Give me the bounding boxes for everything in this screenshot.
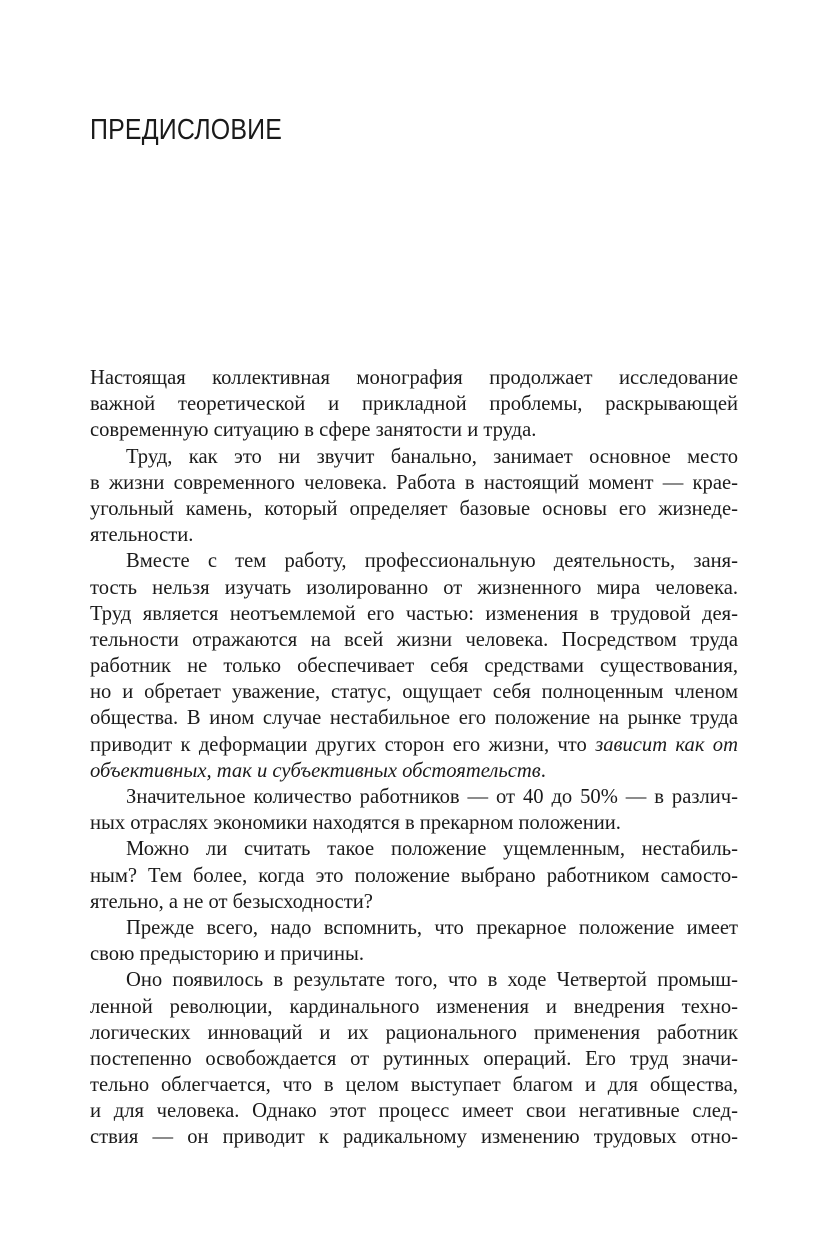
text-line: Значительное количество работников — от 40 до 50% — в различ-: [126, 786, 738, 808]
paragraph-6: [90, 915, 738, 967]
text-line: важной теоретической и прикладной проблемы, раскрывающей: [90, 393, 738, 416]
text-line: работник не только обеспечивает себя средствами существования,: [90, 655, 738, 678]
italic-text-segment: объективных, так и субъективных обстоятельств: [90, 759, 541, 782]
paragraph-1: [90, 365, 738, 444]
page-title: ПРЕДИСЛОВИЕ: [90, 114, 283, 146]
text-line: ным? Тем более, когда это положение выбрано работником самосто-: [90, 864, 738, 887]
text-line: Прежде всего, надо вспомнить, что прекарное положение имеет: [126, 916, 738, 939]
text-line: ленной революции, кардинального изменения и внедрения техно-: [90, 995, 738, 1018]
paragraph-7: [90, 967, 738, 1150]
paragraph-3: [90, 548, 738, 784]
text-line: но и обретает уважение, статус, ощущает себя полноценным членом: [90, 681, 738, 704]
text-segment: .: [540, 759, 546, 782]
paragraph-4: [90, 784, 738, 836]
text-line: ных отраслях экономики находятся в прекарном положении.: [90, 812, 621, 835]
text-line: в жизни современного человека. Работа в настоящий момент — крае-: [90, 471, 738, 494]
text-line: ятельно, а не от безысходности?: [90, 890, 373, 913]
text-line: и для человека. Однако этот процесс имеет свои негативные след-: [90, 1100, 738, 1123]
text-line-mixed: [90, 732, 738, 758]
text-line: тость нельзя изучать изолированно от жизненного мира человека.: [90, 576, 738, 599]
text-line: Настоящая коллективная монография продолжает исследование: [90, 367, 738, 389]
italic-text-segment: зависит как от: [595, 733, 738, 756]
text-line: общества. В ином случае нестабильное его положение на рынке труда: [90, 707, 738, 730]
text-line: современную ситуацию в сфере занятости и труда.: [90, 419, 537, 442]
text-line: угольный камень, который определяет базовые основы его жизнеде-: [90, 497, 738, 520]
text-line: тельно облегчается, что в целом выступает благом и для общества,: [90, 1074, 738, 1097]
text-line-mixed: [90, 758, 738, 784]
body-text: [90, 365, 738, 1151]
text-line: логических инноваций и их рационального применения работник: [90, 1021, 738, 1044]
text-segment: приводит к деформации других сторон его жизни, что: [90, 733, 596, 756]
text-line: Труд является неотъемлемой его частью: изменения в трудовой дея-: [90, 602, 738, 625]
text-line: постепенно освобождается от рутинных операций. Его труд значи-: [90, 1047, 738, 1070]
text-line: тельности отражаются на всей жизни человека. Посредством труда: [90, 628, 738, 651]
paragraph-2: [90, 444, 738, 549]
text-line: Можно ли считать такое положение ущемленным, нестабиль-: [126, 838, 738, 861]
text-line: Оно появилось в результате того, что в ходе Четвертой промыш-: [126, 969, 738, 992]
text-line: свою предысторию и причины.: [90, 943, 364, 966]
paragraph-5: [90, 836, 738, 915]
text-line: ствия — он приводит к радикальному изменению трудовых отно-: [90, 1126, 738, 1149]
text-line: Вместе с тем работу, профессиональную деятельность, заня-: [126, 550, 738, 573]
text-line: Труд, как это ни звучит банально, занимает основное место: [126, 445, 738, 468]
text-line: ятельности.: [90, 524, 194, 547]
